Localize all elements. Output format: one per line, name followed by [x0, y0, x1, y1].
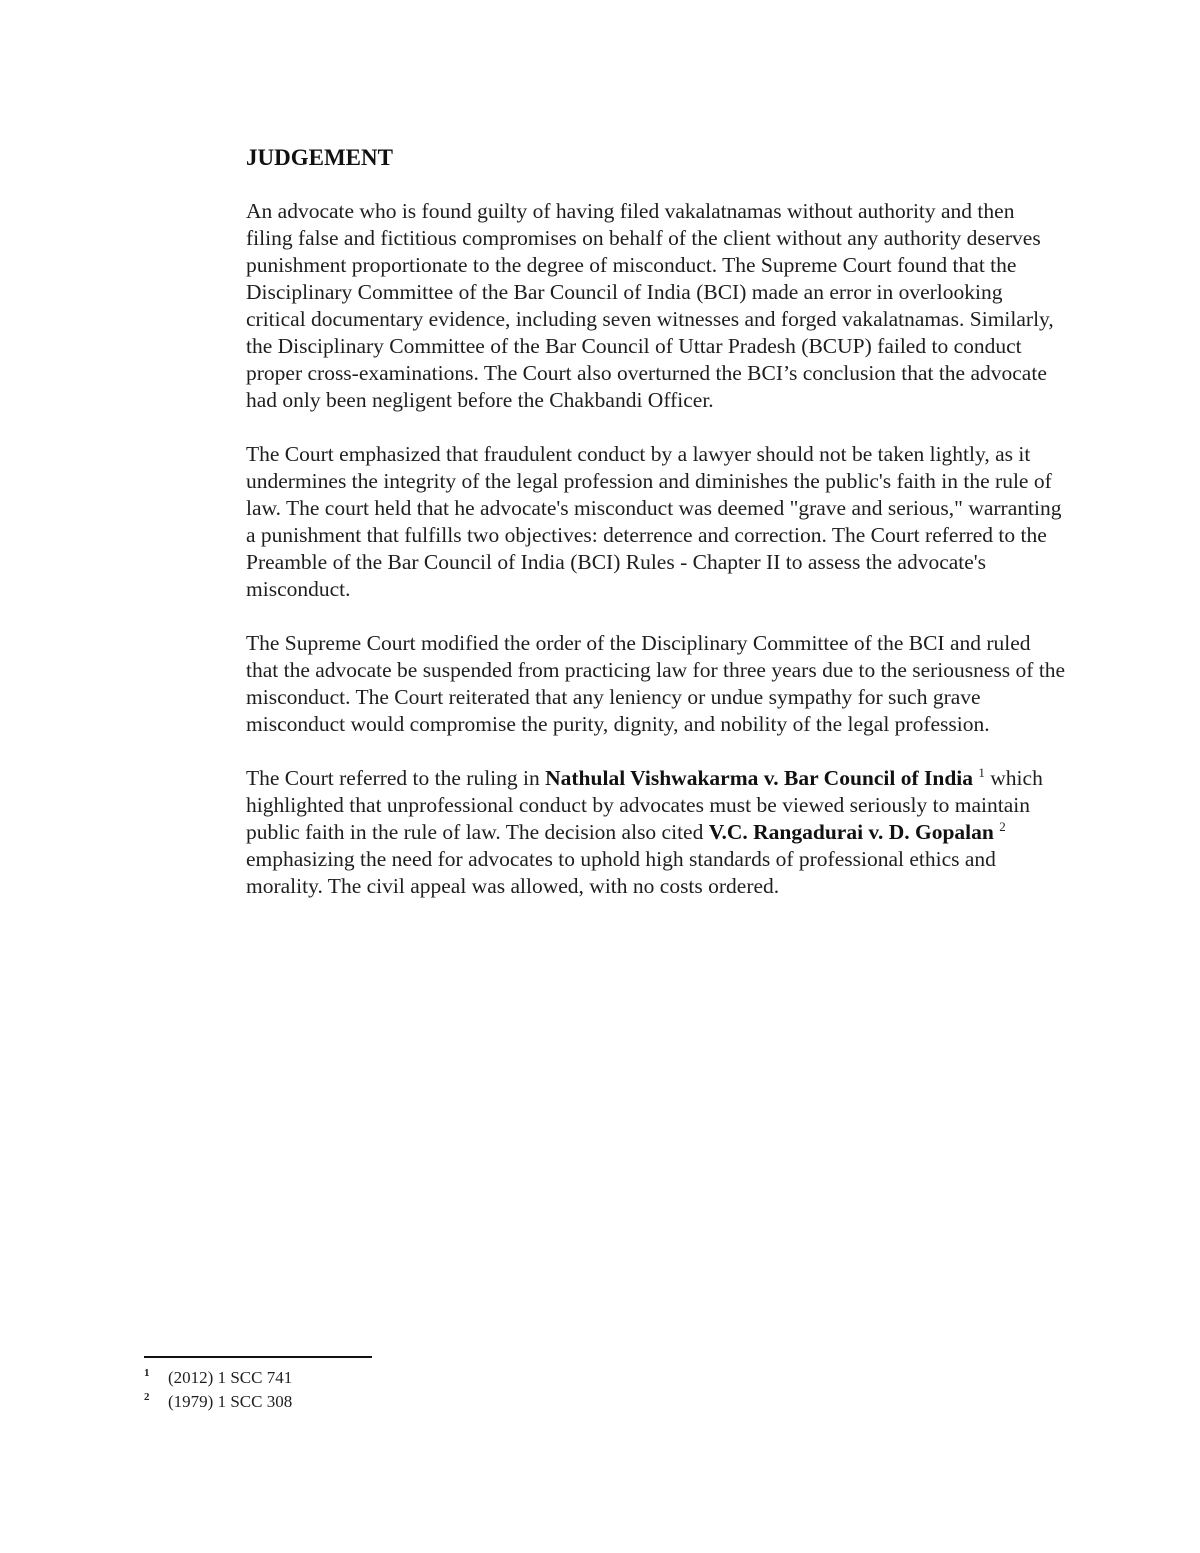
footnote-text: (1979) 1 SCC 308	[168, 1392, 293, 1411]
paragraph-4-text-1: The Court referred to the ruling in	[246, 766, 546, 790]
paragraph-4-text-2: which highlighted that unprofessional conduct by advocates must be viewed seriously to maintain public faith in the rule of law. The decision also cited	[246, 766, 1043, 844]
paragraph-3: The Supreme Court modified the order of the Disciplinary Committee of the BCI and ruled that the advocate be suspended from practicing law for three years due to the seriousness of the misconduct. The Court reiterated that any leniency or undue sympathy for such grave misconduct would compromise the purity, dignity, and nobility of the legal profession.	[246, 631, 1066, 736]
paragraph-4	[246, 765, 1066, 900]
footnote-text: (2012) 1 SCC 741	[168, 1368, 293, 1387]
footnote-number: 2	[144, 1391, 150, 1403]
paragraph-4-text-3: emphasizing the need for advocates to uphold high standards of professional ethics and morality. The civil appeal was allowed, with no costs ordered.	[246, 847, 996, 898]
paragraph-1: An advocate who is found guilty of having filed vakalatnamas without authority and then filing false and fictitious compromises on behalf of the client without any authority deserves punishment proportionate to the degree of misconduct. The Supreme Court found that the Disciplinary Committee of the Bar Council of India (BCI) made an error in overlooking critical documentary evidence, including seven witnesses and forged vakalatnamas. Similarly, the Disciplinary Committee of the Bar Council of Uttar Pradesh (BCUP) failed to conduct proper cross-examinations. The Court also overturned the BCI’s conclusion that the advocate had only been negligent before the Chakbandi Officer.	[246, 199, 1054, 412]
footnote-reference-1[interactable]: 1	[978, 764, 985, 780]
case-citation-rangadurai: V.C. Rangadurai v. D. Gopalan	[708, 820, 994, 844]
footnote-separator	[144, 1356, 372, 1358]
document-body	[246, 142, 1066, 927]
footnote-reference-2[interactable]: 2	[999, 818, 1006, 834]
document-heading: JUDGEMENT	[246, 145, 393, 170]
footnote-2	[144, 1390, 744, 1414]
footnotes-section	[144, 1366, 744, 1414]
paragraph-2: The Court emphasized that fraudulent conduct by a lawyer should not be taken lightly, as it undermines the integrity of the legal profession and diminishes the public's faith in the rule of law. The court held that he advocate's misconduct was deemed "grave and serious," warranting a punishment that fulfills two objectives: deterrence and correction. The Court referred to the Preamble of the Bar Council of India (BCI) Rules - Chapter II to assess the advocate's misconduct.	[246, 442, 1062, 601]
footnote-number: 1	[144, 1367, 150, 1379]
footnote-1	[144, 1366, 744, 1390]
case-citation-nathulal: Nathulal Vishwakarma v. Bar Council of India	[545, 766, 974, 790]
